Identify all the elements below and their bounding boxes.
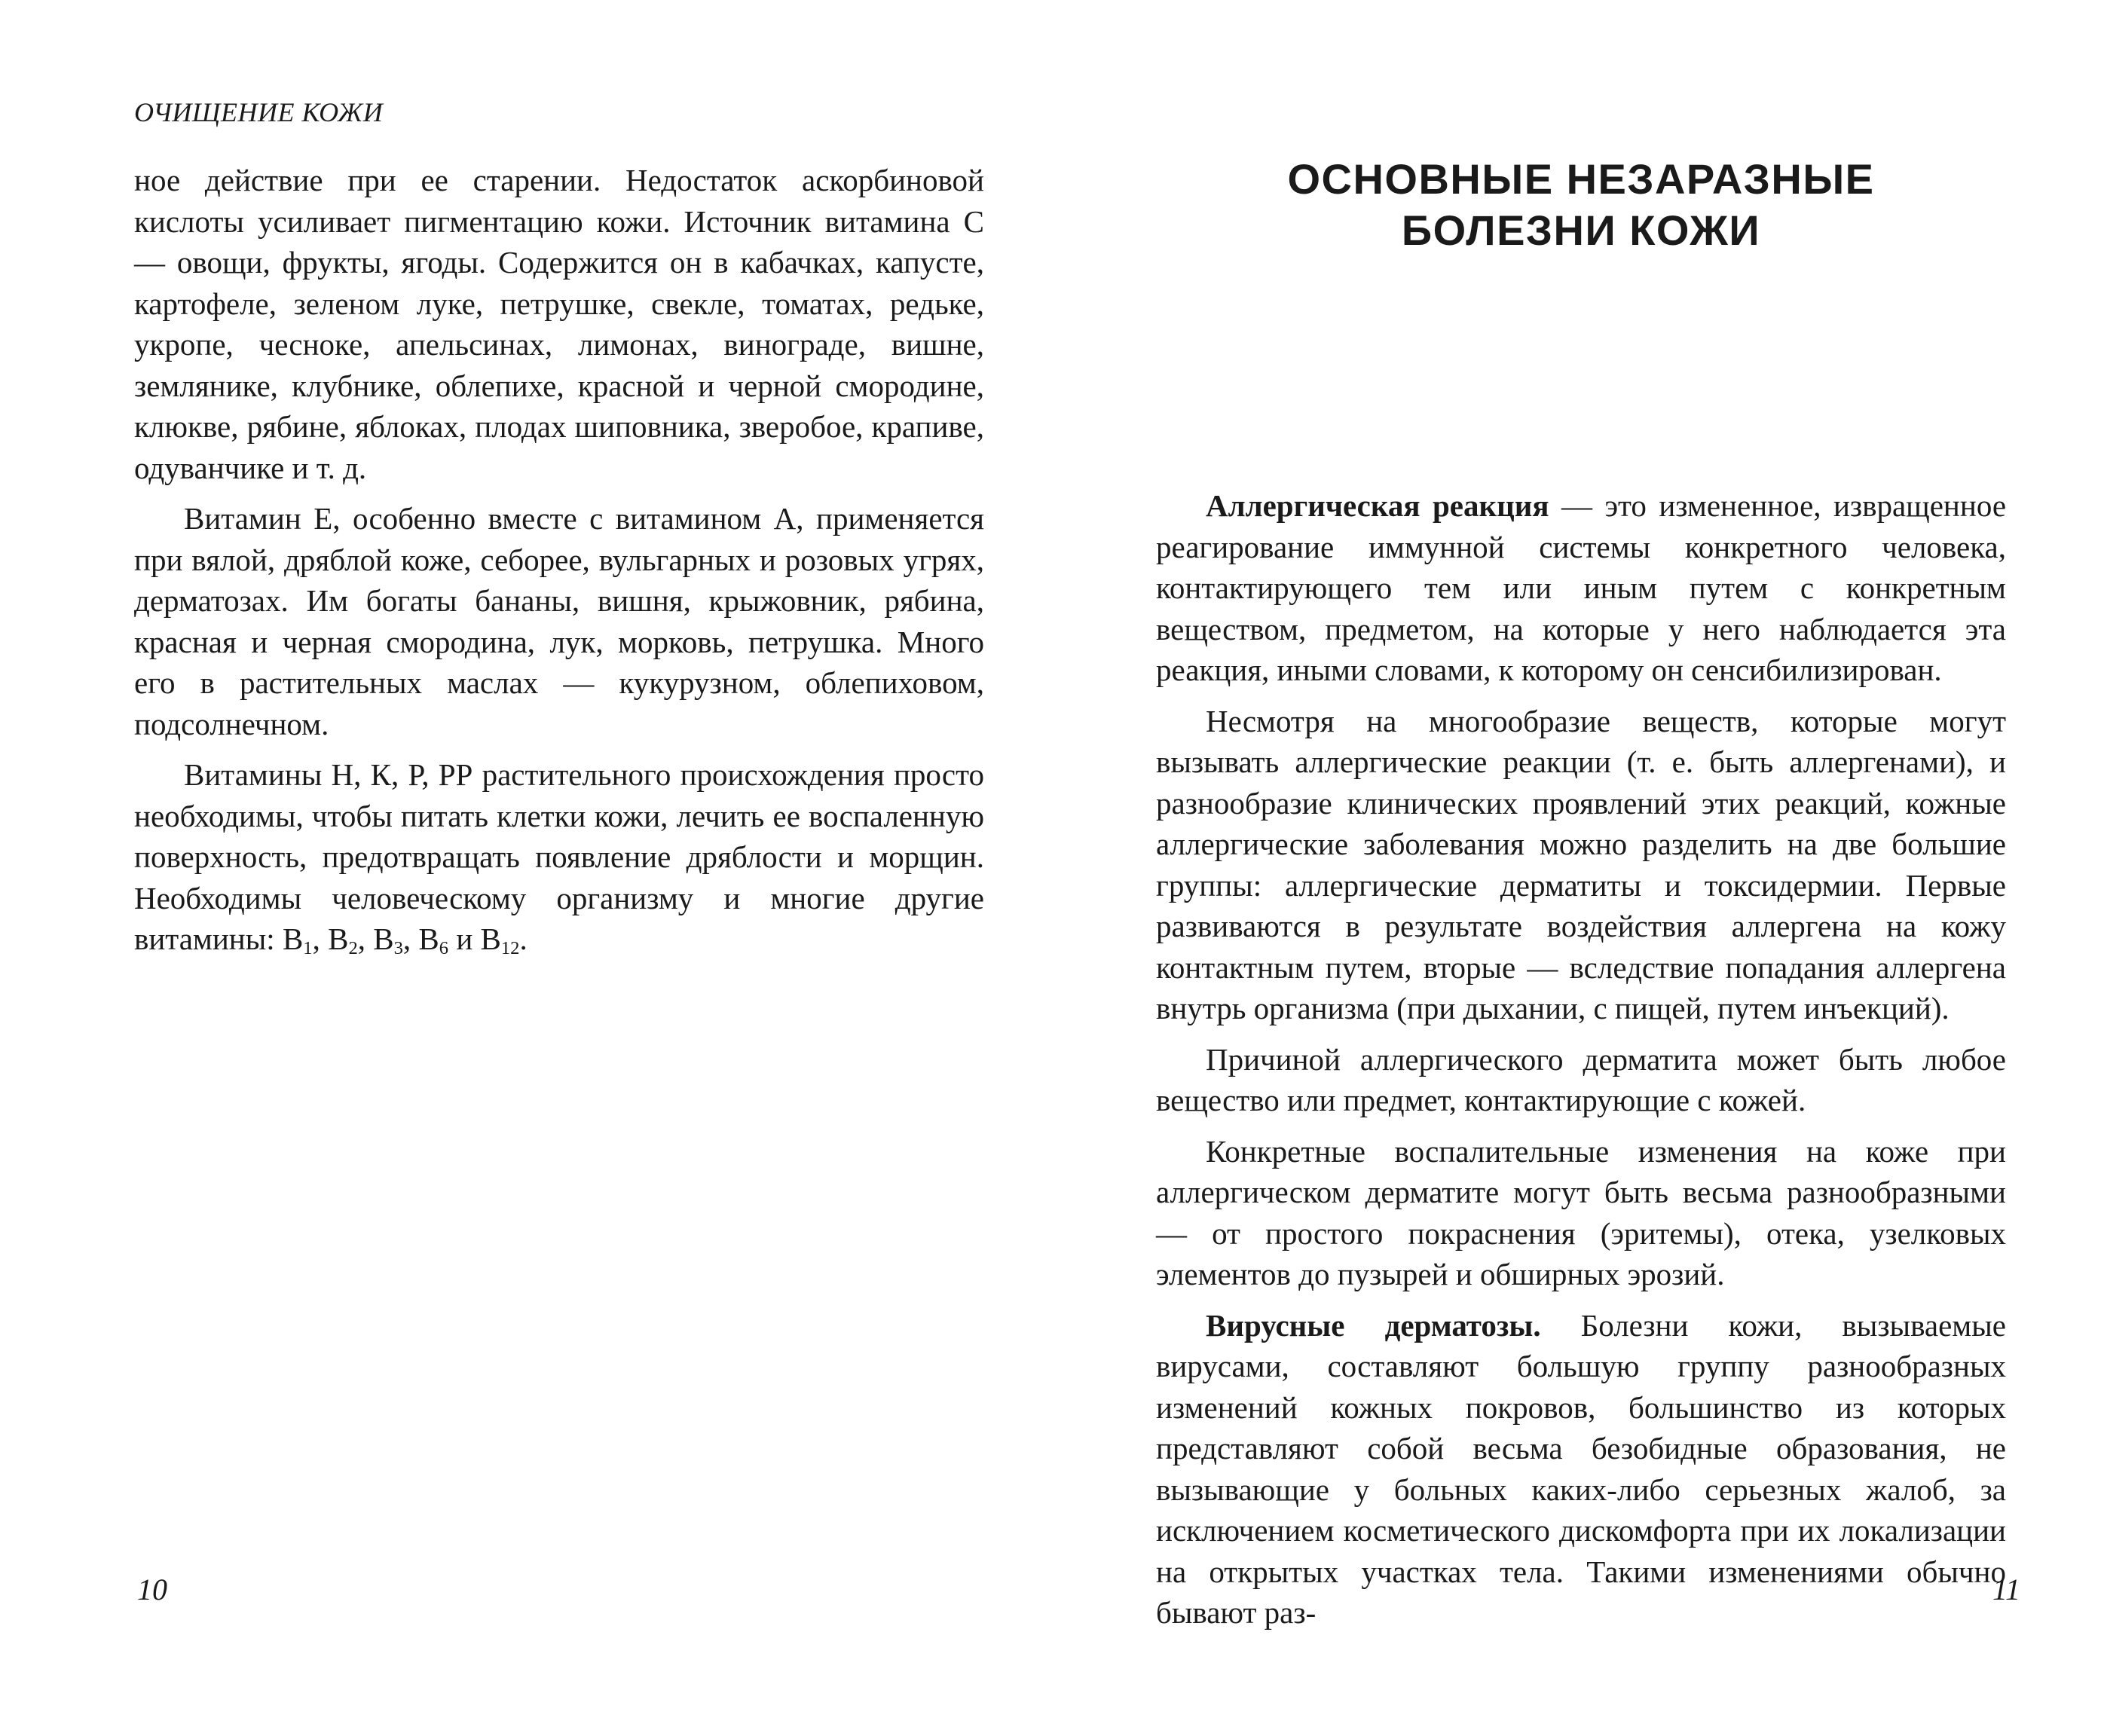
chapter-title-line: БОЛЕЗНИ КОЖИ xyxy=(1401,206,1761,254)
paragraph: Аллергическая реакция — это измененное, извращенное реагирование иммунной системы конкретного человека, контактирующего тем или иным путем с конкретным веществом, предметом, на которые у него наблюдается эта реакция, иными словами, к которому он сенсибилизирован. xyxy=(1156,488,2007,687)
paragraph: Несмотря на многообразие веществ, которые могут вызывать аллергические реакции (т. е. быть аллергенами), и разнообразие клинических проявлений этих реакций, кожные аллергические заболевания можно разделить на две большие группы: аллергические дерматиты и токсидермии. Первые развиваются в результате воздействия аллергена на кожу контактным путем, вторые — вследствие попадания аллергена внутрь организма (при дыхании, с пищей, путем инъекций). xyxy=(1156,703,2006,1025)
right-page xyxy=(1052,0,2104,1736)
page-number: 11 xyxy=(1992,1572,2021,1606)
paragraph: Вирусные дерматозы. Болезни кожи, вызываемые вирусами, составляют большую группу разнообразных изменений кожных покровов, большинство из которых представляют собой весьма безобидные образования, не вызывающие у больных каких-либо серьезных жалоб, за исключением косметического дискомфорта при их локализации на открытых участках тела. Такими изменениями обычно бывают раз- xyxy=(1156,1307,2006,1630)
paragraph: Конкретные воспалительные изменения на коже при аллергическом дерматите могут быть весьма разнообразными — от простого покраснения (эритемы), отека, узелковых элементов до пузырей и обширных эрозий. xyxy=(1156,1133,2006,1291)
paragraph: ное действие при ее старении. Недостаток аскорбиновой кислоты усиливает пигментацию кожи. Источник витамина С — овощи, фрукты, ягоды. Содержится он в кабачках, капусте, картофеле, зеленом луке, петрушке, свекле, томатах, редьке, укропе, чесноке, апельсинах, лимонах, винограде, вишне, землянике, клубнике, облепихе, красной и черной смородине, клюкве, рябине, яблоках, плодах шиповника, зверобое, крапиве, одуванчике и т. д. xyxy=(134,163,984,485)
paragraph: Причиной аллергического дерматита может быть любое вещество или предмет, контактирующие с кожей. xyxy=(1156,1041,2006,1117)
paragraph: Витамины Н, К, Р, РР растительного происхождения просто необходимы, чтобы питать клетки кожи, лечить ее воспаленную поверхность, предотвращать появление дряблости и морщин. Необходимы человеческому организму и многие другие витамины: $В_1$, $В_2$, $В_3$, $В_6$ и $В_{12}$. xyxy=(134,757,984,958)
paragraph-text: Витамины Н, К, Р, РР растительного происхождения просто необходимы, чтобы питать клетки кожи, лечить ее воспаленную поверхность, предотвращать появление дряблости и морщин. Необходимы человеческому организму и многие другие витамины: xyxy=(134,757,984,956)
term-bold: Аллергическая реакция xyxy=(1206,488,1549,523)
term-bold: Вирусные дерматозы. xyxy=(1206,1307,1541,1343)
chapter-title xyxy=(1156,154,2006,256)
right-text-column xyxy=(1156,485,2006,1634)
running-head: ОЧИЩЕНИЕ КОЖИ xyxy=(134,97,384,127)
page-number: 10 xyxy=(137,1572,167,1606)
left-text-column xyxy=(134,160,984,960)
paragraph: Витамин Е, особенно вместе с витамином А, применяется при вялой, дряблой коже, себорее, вульгарных и розовых угрях, дерматозах. Им богаты бананы, вишня, крыжовник, рябина, красная и черная смородина, лук, морковь, петрушка. Много его в растительных маслах — кукурузном, облепиховом, подсолнечном. xyxy=(134,501,984,741)
chapter-title-line: ОСНОВНЫЕ НЕЗАРАЗНЫЕ xyxy=(1287,155,1875,203)
